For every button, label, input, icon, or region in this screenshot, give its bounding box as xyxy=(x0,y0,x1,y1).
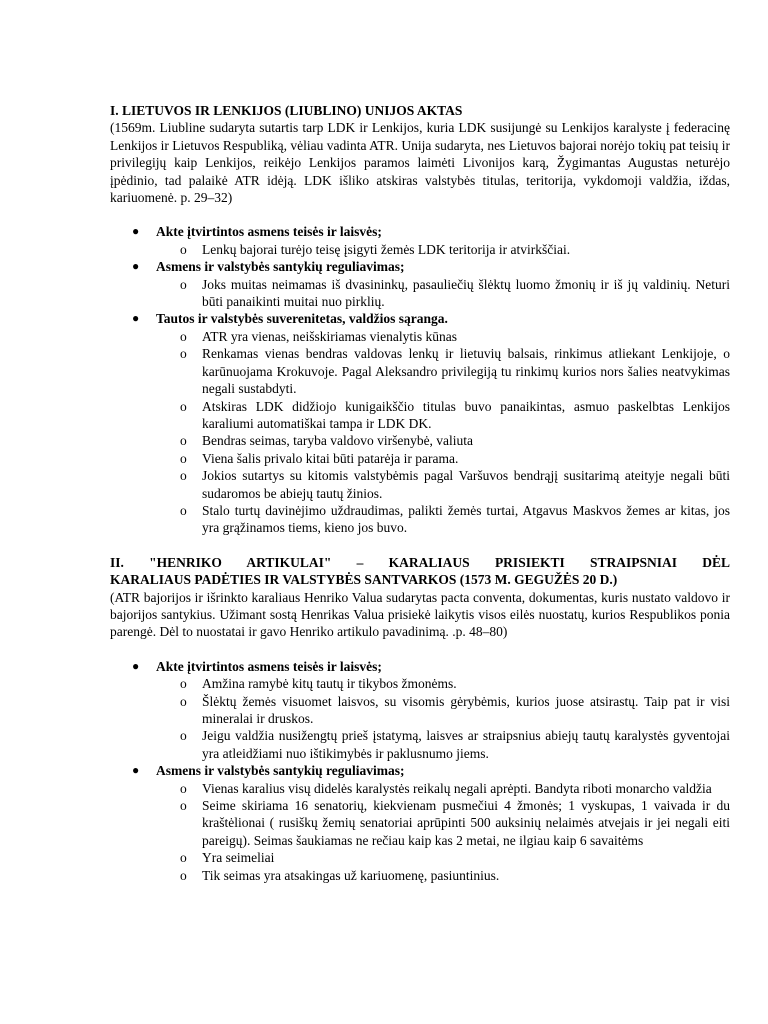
section-2-title-line-1: II. "HENRIKO ARTIKULAI" – KARALIAUS PRISIEKTI STRAIPSNIAI DĖL xyxy=(110,554,730,570)
group-label: Tautos ir valstybės suverenitetas, valdžios sąranga. xyxy=(156,311,448,327)
bullet-icon: ● xyxy=(132,763,140,778)
group-label: Asmens ir valstybės santykių reguliavimas; xyxy=(156,763,405,779)
group-label: Akte įtvirtintos asmens teisės ir laisvės; xyxy=(156,224,382,240)
circle-bullet-icon: o xyxy=(180,468,187,484)
circle-bullet-icon: o xyxy=(180,346,187,362)
list-item: o Vienas karalius visų didelės karalystės reikalų negali aprėpti. Bandyta riboti monarcho valdžia xyxy=(180,780,712,796)
bullet-icon: ● xyxy=(132,259,140,274)
group-label: Akte įtvirtintos asmens teisės ir laisvės; xyxy=(156,658,382,674)
list-item: o Renkamas vienas bendras valdovas lenkų ir lietuvių balsais, rinkimus atliekant Lenkijoje, o karūnuojama Krokuvoje. Pagal Aleksandro privilegiją tu rinkimų kurios nors šalies neatvykimas negali sustabdyti. xyxy=(180,346,730,397)
circle-bullet-icon: o xyxy=(180,676,187,692)
circle-bullet-icon: o xyxy=(180,693,187,709)
circle-bullet-icon: o xyxy=(180,867,187,883)
bullet-icon: ● xyxy=(132,311,140,326)
list-item: o Lenkų bajorai turėjo teisę įsigyti žemės LDK teritorija ir atvirkščiai. xyxy=(180,241,571,257)
circle-bullet-icon: o xyxy=(180,433,187,449)
circle-bullet-icon: o xyxy=(180,728,187,744)
section-1-list xyxy=(110,223,730,536)
section-2-list xyxy=(110,658,730,884)
section-1 xyxy=(110,102,730,537)
list-item: o Stalo turtų davinėjimo uždraudimas, palikti žemės turtai, Atgavus Maskvos žemes ar kitas, jos yra grąžinamos tiems, kieno jos buvo. xyxy=(180,502,730,536)
list-item: o Bendras seimas, taryba valdovo viršenybė, valiuta xyxy=(180,433,474,449)
section-1-intro: (1569m. Liubline sudaryta sutartis tarp LDK ir Lenkijos, kuria LDK susijungė su Lenkijos karalyste į federacinę Lenkijos ir Lietuvos Respubliką, vėliau vadinta ATR. Unija sudaryta, nes Lietuvos bajorai norėjo tokių pat teisių ir privilegijų kaip Lenkijos, reikėjo Lenkijos paramos laimėti Livonijos karą, Žygimantas Augustas neturėjo įpėdinio, tad palaikė ATR idėją. LDK išliko atskiras valstybės titulas, teritorija, vykdomoji valdžia, iždas, kariuomenė. p. 29–32) xyxy=(110,120,730,206)
circle-bullet-icon: o xyxy=(180,450,187,466)
section-1-title: I. LIETUVOS IR LENKIJOS (LIUBLINO) UNIJOS AKTAS xyxy=(110,103,463,118)
list-item: o ATR yra vienas, neišskiriamas vienalytis kūnas xyxy=(180,328,457,344)
circle-bullet-icon: o xyxy=(180,780,187,796)
bullet-icon: ● xyxy=(132,658,140,673)
list-item: o Yra seimeliai xyxy=(180,850,275,866)
circle-bullet-icon: o xyxy=(180,398,187,414)
list-item xyxy=(110,658,730,762)
list-item xyxy=(110,762,730,884)
circle-bullet-icon: o xyxy=(180,328,187,344)
list-item: o Seime skiriama 16 senatorių, kiekvienam pusmečiui 4 žmonės; 1 vyskupas, 1 vaivada ir du kraštėlionai ( rusiškų žemių senatoriai aprūpinti 500 auksinių nelaimės atvejais ir jei negali eiti pareigų). Seimas šaukiamas ne rečiau kaip kas 2 metai, ne ilgiau kaip 6 savaitėms xyxy=(180,798,730,848)
list-item: o Joks muitas neimamas iš dvasininkų, pasauliečių šlėktų luomo žmonių ir iš jų valdinių. Neturi būti panaikinti muitai nuo pirklių. xyxy=(180,276,730,310)
list-item xyxy=(110,310,730,536)
bullet-icon: ● xyxy=(132,224,140,239)
list-item: o Atskiras LDK didžiojo kunigaikščio titulas buvo panaikintas, asmuo paskelbtas Lenkijos karaliumi automatiškai tampa ir LDK DK. xyxy=(180,398,730,431)
list-item: o Viena šalis privalo kitai būti patarėja ir parama. xyxy=(180,450,459,466)
circle-bullet-icon: o xyxy=(180,798,187,814)
list-item: o Jeigu valdžia nusižengtų prieš įstatymą, laisves ar straipsnius abiejų tautų karalystės gyventojai yra atleidžiami nuo ištikimybės ir paklusnumo jiems. xyxy=(180,728,730,761)
group-label: Asmens ir valstybės santykių reguliavimas; xyxy=(156,259,405,275)
list-item xyxy=(110,258,730,310)
section-2 xyxy=(110,554,730,884)
circle-bullet-icon: o xyxy=(180,241,187,257)
list-item: o Tik seimas yra atsakingas už kariuomenę, pasiuntinius. xyxy=(180,867,500,883)
circle-bullet-icon: o xyxy=(180,502,187,518)
list-item xyxy=(110,223,730,258)
circle-bullet-icon: o xyxy=(180,850,187,866)
section-2-title-line-2: KARALIAUS PADĖTIES IR VALSTYBĖS SANTVARKOS (1573 M. GEGUŽĖS 20 D.) xyxy=(110,572,618,588)
list-item: o Amžina ramybė kitų tautų ir tikybos žmonėms. xyxy=(180,676,457,692)
circle-bullet-icon: o xyxy=(180,276,187,292)
section-2-intro: (ATR bajorijos ir išrinkto karaliaus Henriko Valua sudarytas pacta conventa, dokumentas, kuris nustato valdovo ir bajorijos santykius. Užimant sostą Henrikas Valua prisiekė laikytis visos eilės nuostatų, kurios Respublikos ponia parengė. Dėl to nuostatai ir gavo Henriko artikulo pavadinimą. .p. 48–80) xyxy=(110,589,730,640)
list-item: o Šlėktų žemės visuomet laisvos, su visomis gėrybėmis, kurios juose atsirastų. Taip pat ir visi mineralai ir druskos. xyxy=(180,693,730,726)
list-item: o Jokios sutartys su kitomis valstybėmis pagal Varšuvos bendrąjį susitarimą ateityje negali būti sudaromos be abiejų tautų žinios. xyxy=(180,468,730,501)
